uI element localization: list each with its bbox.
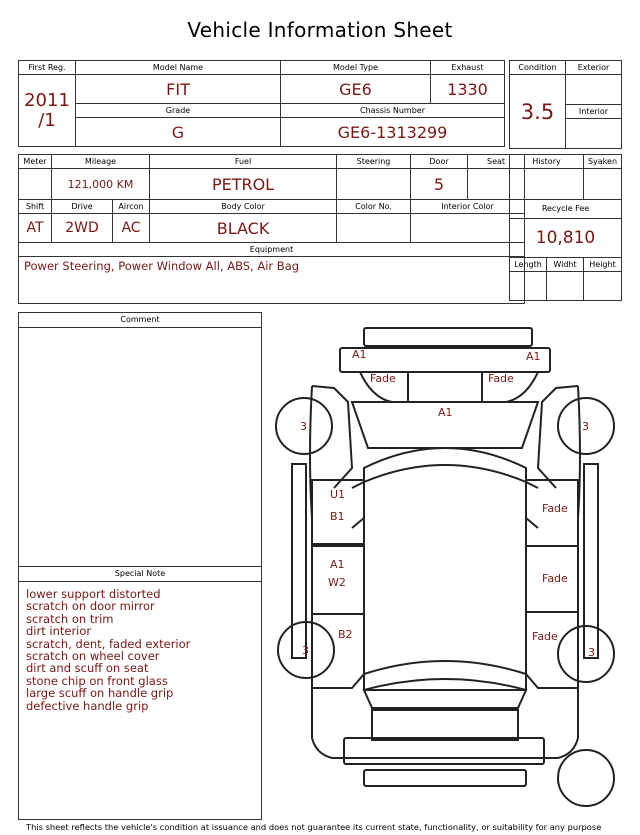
condition-label: Condition bbox=[510, 61, 566, 75]
grade-label: Grade bbox=[76, 104, 281, 118]
special-note-label: Special Note bbox=[19, 567, 261, 582]
model-type-label: Model Type bbox=[281, 61, 431, 75]
special-note-item: dirt and scuff on seat bbox=[26, 661, 149, 676]
steering-value bbox=[337, 169, 411, 200]
front-door-left-mark-2: B1 bbox=[330, 510, 345, 523]
rear-window-shape bbox=[364, 661, 526, 690]
front-bumper-right-mark: A1 bbox=[526, 350, 541, 363]
meter-label: Meter bbox=[19, 155, 52, 169]
rear-quarter-right-mark: Fade bbox=[532, 630, 558, 643]
left-side-skirt bbox=[292, 464, 306, 658]
mileage-value: 121,000 KM bbox=[52, 169, 150, 200]
drive-value: 2WD bbox=[52, 214, 113, 243]
history-label: History bbox=[510, 155, 584, 169]
special-note-item: lower support distorted bbox=[26, 587, 161, 601]
aircon-label: Aircon bbox=[113, 200, 150, 214]
syaken-value bbox=[584, 169, 622, 200]
color-no-value bbox=[337, 214, 411, 243]
tailgate-shape bbox=[364, 690, 526, 708]
left-pillar-front bbox=[352, 482, 364, 528]
body-color-value: BLACK bbox=[150, 214, 337, 243]
syaken-label: Syaken bbox=[584, 155, 622, 169]
meter-value bbox=[19, 169, 52, 200]
length-label: Length bbox=[510, 258, 547, 272]
front-bumper-left-mark: A1 bbox=[352, 348, 367, 361]
condition-table bbox=[509, 60, 622, 149]
right-pillar-front bbox=[526, 482, 538, 528]
aircon-value: AC bbox=[113, 214, 150, 243]
recycle-fee-label: Recycle Fee bbox=[510, 200, 622, 219]
length-value bbox=[510, 272, 547, 301]
model-name-value: FIT bbox=[76, 75, 281, 104]
trunk-lid bbox=[372, 710, 518, 740]
body-color-label: Body Color bbox=[150, 200, 337, 214]
hood-mark: A1 bbox=[438, 406, 453, 419]
chassis-label: Chassis Number bbox=[281, 104, 505, 118]
rear-door-left-mark-2: W2 bbox=[328, 576, 346, 589]
cabin-shape bbox=[364, 482, 526, 674]
height-label: Height bbox=[584, 258, 622, 272]
spare-tire bbox=[558, 750, 614, 806]
condition-score: 3.5 bbox=[510, 75, 566, 149]
first-reg-month: /1 bbox=[38, 109, 56, 131]
special-note-item: scratch on wheel cover bbox=[26, 649, 160, 664]
shift-label: Shift bbox=[19, 200, 52, 214]
exterior-value bbox=[566, 75, 622, 105]
special-note-item: stone chip on front glass bbox=[26, 673, 168, 688]
tire-rear-right bbox=[558, 626, 614, 682]
model-type-value: GE6 bbox=[281, 75, 431, 104]
special-note-item: scratch on door mirror bbox=[26, 599, 155, 614]
exhaust-label: Exhaust bbox=[431, 61, 505, 75]
exhaust-value: 1330 bbox=[431, 75, 505, 104]
steering-label: Steering bbox=[337, 155, 411, 169]
special-note-item: scratch on trim bbox=[26, 611, 114, 626]
door-value: 5 bbox=[411, 169, 468, 200]
special-note-item: scratch, dent, faded exterior bbox=[26, 636, 191, 651]
special-note-list bbox=[26, 588, 190, 712]
fuel-value: PETROL bbox=[150, 169, 337, 200]
tire-front-right-mark: 3 bbox=[582, 420, 589, 433]
front-door-left-mark-1: U1 bbox=[330, 488, 346, 501]
fender-right-mark: Fade bbox=[488, 372, 514, 385]
special-note-item: large scuff on handle grip bbox=[26, 686, 174, 701]
interior-color-value bbox=[411, 214, 525, 243]
fuel-label: Fuel bbox=[150, 155, 337, 169]
grade-value: G bbox=[76, 118, 281, 147]
width-value bbox=[547, 272, 584, 301]
interior-color-label: Interior Color bbox=[411, 200, 525, 214]
chassis-value: GE6-1313299 bbox=[281, 118, 505, 147]
interior-value bbox=[566, 119, 622, 149]
fender-left-mark: Fade bbox=[370, 372, 396, 385]
disclaimer-footer: This sheet reflects the vehicle's condition at issuance and does not guarantee its current state, functionality, or suitability for any purpose bbox=[26, 822, 602, 832]
width-label: Widht bbox=[547, 258, 584, 272]
rear-bumper bbox=[344, 738, 544, 764]
vehicle-info-table bbox=[18, 60, 505, 147]
history-table bbox=[509, 154, 622, 301]
front-bumper bbox=[340, 348, 550, 372]
shift-value: AT bbox=[19, 214, 52, 243]
exterior-label: Exterior bbox=[566, 61, 622, 75]
car-damage-diagram bbox=[268, 318, 620, 818]
recycle-fee-value: 10,810 bbox=[510, 219, 622, 258]
first-reg-label: First Reg. bbox=[19, 61, 76, 75]
equipment-label: Equipment bbox=[19, 243, 525, 257]
special-note-item: defective handle grip bbox=[26, 698, 149, 713]
mileage-label: Mileage bbox=[52, 155, 150, 169]
model-name-label: Model Name bbox=[76, 61, 281, 75]
front-door-right-mark: Fade bbox=[542, 502, 568, 515]
rear-door-left-mark-1: A1 bbox=[330, 558, 345, 571]
color-no-label: Color No. bbox=[337, 200, 411, 214]
special-note-box bbox=[18, 566, 262, 820]
door-label: Door bbox=[411, 155, 468, 169]
height-value bbox=[584, 272, 622, 301]
equipment-value: Power Steering, Power Window All, ABS, Air Bag bbox=[19, 257, 525, 304]
right-side-skirt bbox=[584, 464, 598, 658]
rear-door-right-mark: Fade bbox=[542, 572, 568, 585]
vehicle-details-table bbox=[18, 154, 525, 304]
rear-quarter-left-mark: B2 bbox=[338, 628, 353, 641]
comment-box bbox=[18, 312, 262, 567]
rear-bumper-bottom bbox=[364, 770, 526, 786]
first-reg-year: 2011 bbox=[24, 89, 70, 111]
tire-rear-right-mark: 3 bbox=[588, 646, 595, 659]
history-value bbox=[510, 169, 584, 200]
comment-label: Comment bbox=[19, 313, 261, 328]
special-note-item: dirt interior bbox=[26, 624, 92, 639]
tire-rear-left-mark: 3 bbox=[302, 644, 309, 657]
drive-label: Drive bbox=[52, 200, 113, 214]
seat-label: Seat bbox=[468, 155, 525, 169]
windshield-shape bbox=[364, 448, 526, 482]
front-bumper-top bbox=[364, 328, 532, 346]
interior-label: Interior bbox=[566, 105, 622, 119]
page-title: Vehicle Information Sheet bbox=[187, 18, 453, 42]
tire-front-left-mark: 3 bbox=[300, 420, 307, 433]
first-reg-cell bbox=[19, 75, 76, 147]
